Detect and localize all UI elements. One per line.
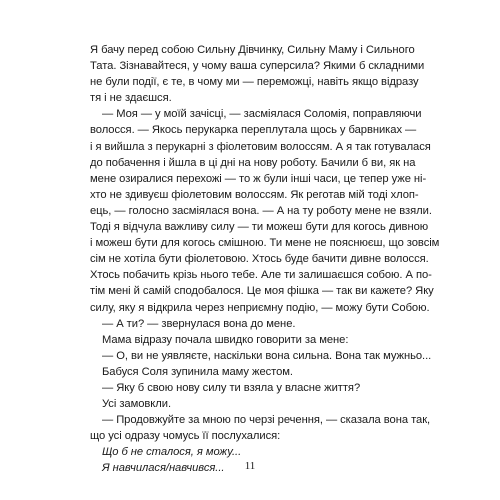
text-line: хто не здивуєш фіолетовим волоссям. Як реготав мій тоді хлоп- [90, 188, 419, 201]
body-text [90, 42, 440, 477]
text-line: Мама відразу почала швидко говорити за мене: [102, 333, 349, 346]
page-number: 11 [244, 460, 256, 472]
text-line: мене озиралися перехожі — то ж були іншi часи, це тепер уже ні- [90, 172, 427, 185]
text-line: волосся. — Якось перукарка переплутала щось у барвниках — [90, 124, 417, 137]
text-line: силу, яку я відкрила через неприємну подію, — можу бути Собою. [90, 301, 430, 314]
text-line: Бабуся Соля зупинила маму жестом. [102, 365, 293, 378]
text-line: Я бачу перед собою Сильну Дівчинку, Сильну Маму і Сильного [90, 44, 415, 56]
text-line: і я вийшла з перукарні з фіолетовим волоссям. А я так готувалася [90, 140, 431, 153]
text-line: Усі замовкли. [102, 398, 172, 411]
text-line: сім не хотіла бути фіолетовою. Хтось буде бачити дивне волосся. [90, 253, 429, 266]
text-line: — Яку б свою нову силу ти взяла у власне життя? [102, 381, 361, 394]
text-line: — Продовжуйте за мною по черзі речення, — сказала вона так, [102, 414, 431, 427]
text-line-italic: Я навчилася/навчився... [102, 462, 225, 475]
text-line: Хтось побачить крізь нього тебе. Але ти залишаєшся собою. А по- [90, 269, 432, 282]
text-line: — А ти? — звернулася вона до мене. [102, 317, 296, 330]
text-line: тім мені й самій сподобалося. Це моя фішка — так ви кажете? Яку [90, 285, 434, 298]
text-line-italic: Що б не сталося, я можу... [102, 446, 242, 459]
text-line: не були події, є те, в чому ми — переможці, навіть якщо відразу [90, 76, 419, 89]
text-line: — Моя — у моїй зачісці, — засміялася Соломія, поправляючи [102, 108, 422, 121]
text-line: Тоді я відчула важливу силу — ти можеш бути для когось дивною [90, 221, 429, 234]
text-line: ець, — голосно засміялася вона. — А на ту роботу мене не взяли. [90, 204, 432, 217]
text-line: і можеш бути для когось смішною. Ти мене не пояснюєш, що зовсім [90, 237, 440, 250]
text-line: до побачення і йшла в ці дні на нову роботу. Бачили б ви, як на [90, 156, 416, 169]
text-line: тя і не здаєшся. [90, 92, 172, 105]
text-line: що усі одразу чомусь її послухалися: [90, 430, 281, 443]
text-line: — О, ви не уявляєте, наскільки вона сильна. Вона так мужньо... [102, 349, 432, 362]
text-line: Тата. Зізнавайтеся, у чому ваша суперсила? Якими б складними [90, 60, 425, 73]
